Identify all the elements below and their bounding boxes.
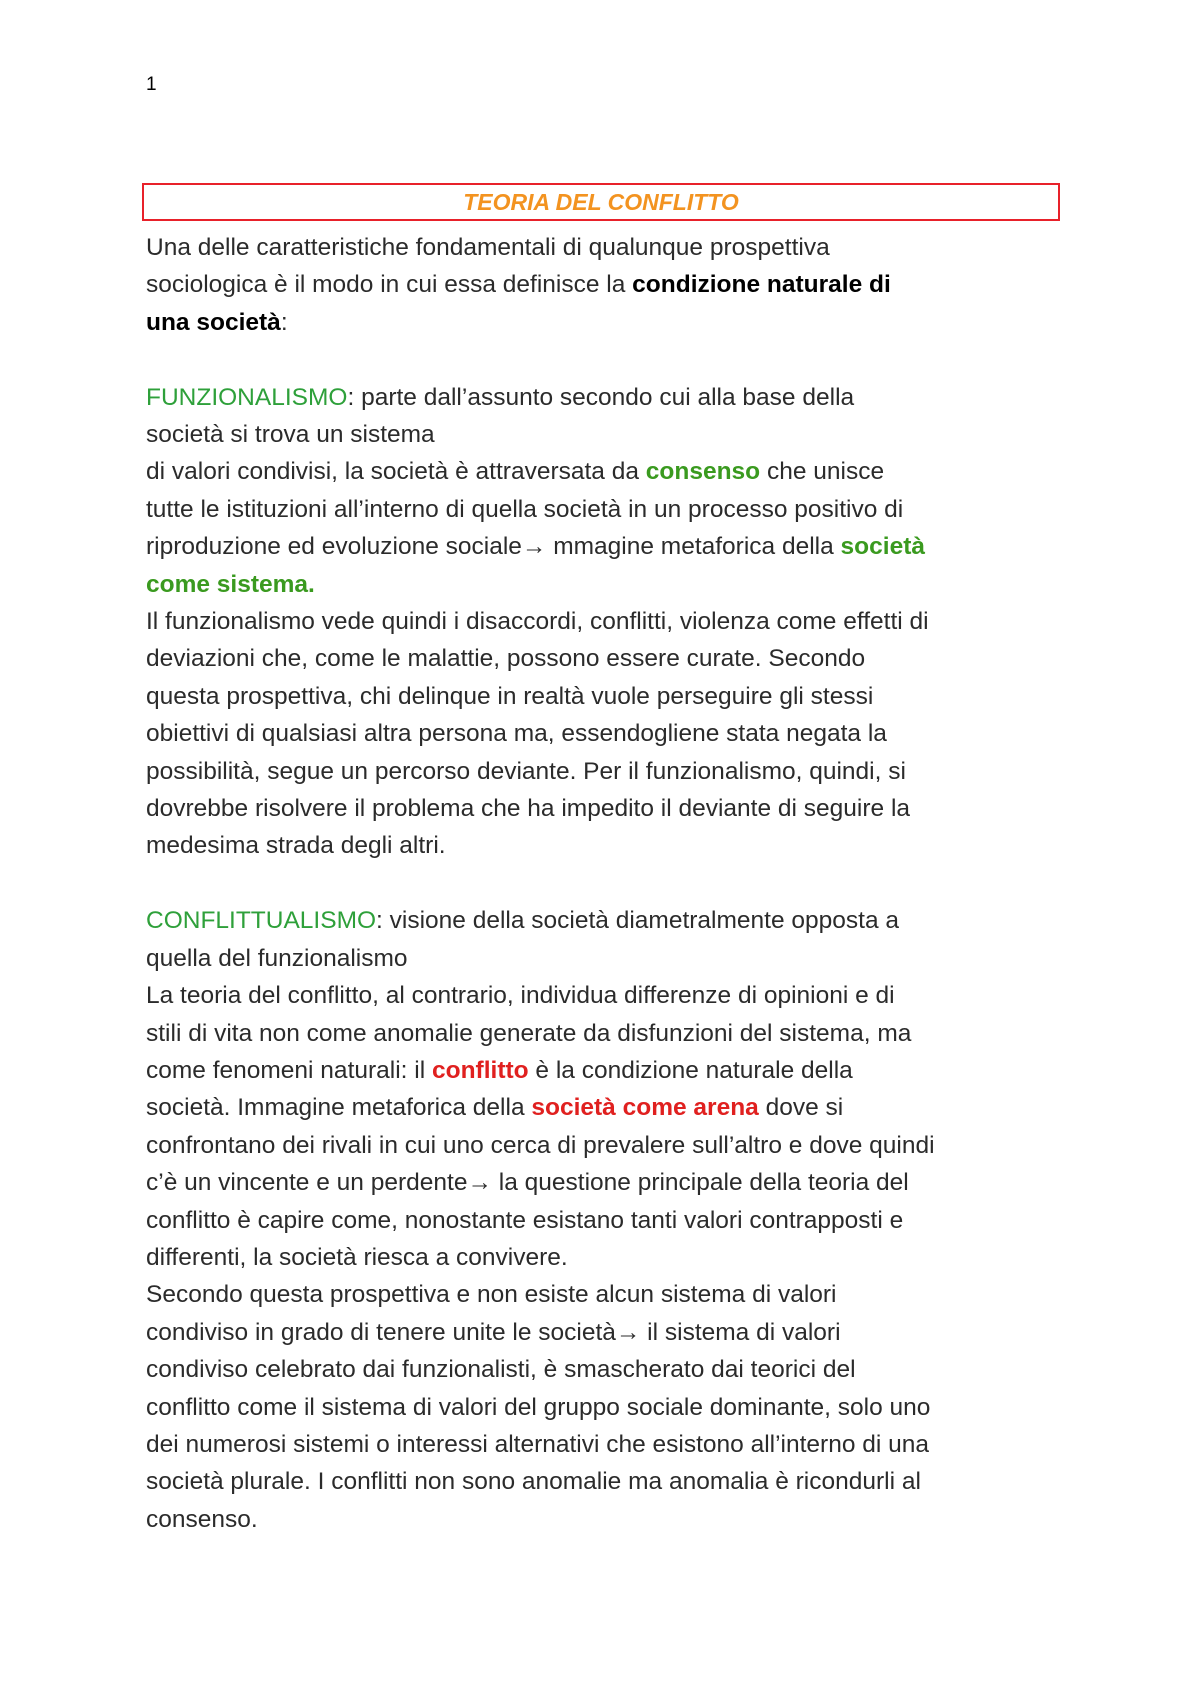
text-line: differenti, la società riesca a convivere. xyxy=(146,1243,568,1271)
section-heading-funzionalismo: FUNZIONALISMO xyxy=(146,383,348,411)
text-line: dei numerosi sistemi o interessi alternativi che esistono all’interno di una xyxy=(146,1430,930,1458)
text-line: confrontano dei rivali in cui uno cerca di prevalere sull’altro e dove quindi xyxy=(146,1131,935,1159)
document-body xyxy=(146,229,1066,1538)
text-line xyxy=(146,566,1066,603)
highlight-term: società xyxy=(840,533,925,561)
text-line: tutte le istituzioni all’interno di quella società in un processo positivo di xyxy=(146,495,904,523)
text-line: società. Immagine metaforica della società come arena dove si xyxy=(146,1094,844,1122)
text-line: conflitto è capire come, nonostante esistano tanti valori contrapposti e xyxy=(146,1206,904,1234)
highlight-term: come sistema. xyxy=(146,570,315,598)
text-line: società plurale. I conflitti non sono anomalie ma anomalia è ricondurli al xyxy=(146,1468,921,1496)
text-line: società si trova un sistema xyxy=(146,421,435,449)
text-line: Una delle caratteristiche fondamentali di qualunque prospettiva xyxy=(146,234,830,261)
text-line: medesima strada degli altri. xyxy=(146,832,446,860)
text-line: CONFLITTUALISMO: visione della società diametralmente opposta a xyxy=(146,907,900,935)
text-line: come fenomeni naturali: il conflitto è la condizione naturale della xyxy=(146,1056,853,1084)
text-line: c’è un vincente e un perdente→ la questione principale della teoria del xyxy=(146,1169,909,1197)
highlight-term: conflitto xyxy=(431,1056,529,1084)
highlight-term: una società xyxy=(146,308,281,336)
text-line: obiettivi di qualsiasi altra persona ma, essendogliene stata negata la xyxy=(146,720,887,748)
text-line: dovrebbe risolvere il problema che ha impedito il deviante di seguire la xyxy=(146,795,911,823)
text-line: possibilità, segue un percorso deviante. Per il funzionalismo, quindi, si xyxy=(146,757,906,785)
text-line: Secondo questa prospettiva e non esiste alcun sistema di valori xyxy=(146,1281,837,1309)
text-line: una società: xyxy=(146,308,288,336)
document-title: TEORIA DEL CONFLITTO xyxy=(142,183,1060,221)
text-line: Il funzionalismo vede quindi i disaccordi, conflitti, violenza come effetti di xyxy=(146,608,929,636)
text-line: FUNZIONALISMO: parte dall’assunto secondo cui alla base della xyxy=(146,383,855,411)
text-line: riproduzione ed evoluzione sociale→ mmagine metaforica della società xyxy=(146,533,925,561)
highlight-term: società come arena xyxy=(531,1094,759,1122)
text-line: condiviso in grado di tenere unite le società→ il sistema di valori xyxy=(146,1318,841,1346)
text-line: deviazioni che, come le malattie, possono essere curate. Secondo xyxy=(146,645,866,673)
highlight-term: condizione naturale di xyxy=(632,271,891,299)
text-line: La teoria del conflitto, al contrario, individua differenze di opinioni e di xyxy=(146,982,895,1010)
page-number: 1 xyxy=(146,74,157,95)
text-line: di valori condivisi, la società è attraversata da consenso che unisce xyxy=(146,458,885,486)
text-line: conflitto come il sistema di valori del gruppo sociale dominante, solo uno xyxy=(146,1393,931,1421)
text-line: quella del funzionalismo xyxy=(146,944,408,972)
highlight-term: consenso xyxy=(645,458,761,486)
section-heading-conflittualismo: CONFLITTUALISMO xyxy=(146,907,377,935)
text-line: questa prospettiva, chi delinque in realtà vuole perseguire gli stessi xyxy=(146,682,874,710)
text-line: sociologica è il modo in cui essa definisce la condizione naturale di xyxy=(146,271,891,299)
text-line: condiviso celebrato dai funzionalisti, è smascherato dai teorici del xyxy=(146,1356,856,1384)
text-line: consenso. xyxy=(146,1505,258,1533)
text-line: stili di vita non come anomalie generate da disfunzioni del sistema, ma xyxy=(146,1019,912,1047)
